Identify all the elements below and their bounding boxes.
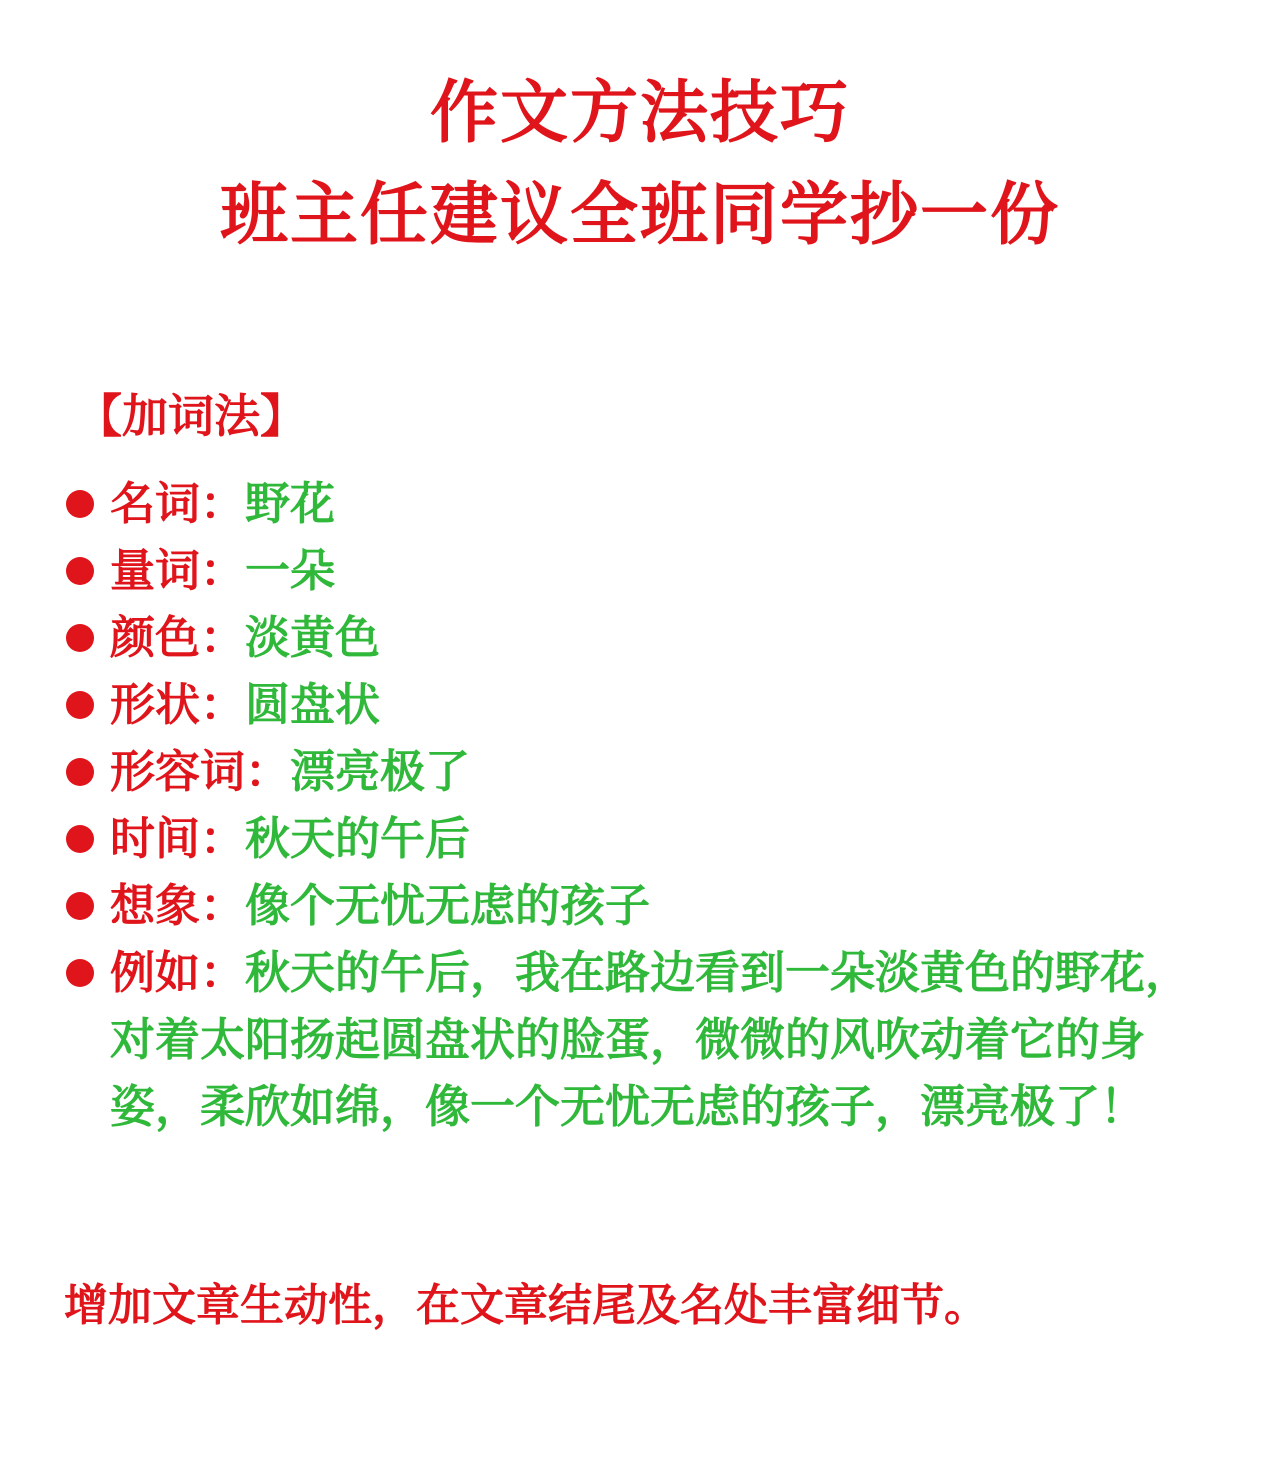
list-item-color	[64, 604, 1204, 671]
item-label: 量词：	[110, 544, 246, 597]
item-value: 秋天的午后	[245, 812, 471, 865]
bullet-dot-icon	[66, 691, 94, 719]
item-label: 颜色：	[110, 611, 246, 664]
bullet-dot-icon	[66, 490, 94, 518]
list-item-imagination	[64, 872, 1204, 939]
item-label: 形状：	[110, 678, 246, 731]
word-method-list	[64, 470, 1204, 1140]
item-value: 野花	[245, 477, 336, 530]
item-label: 形容词：	[110, 745, 291, 798]
item-label: 时间：	[110, 812, 246, 865]
list-item-measure-word	[64, 537, 1204, 604]
list-item-noun	[64, 470, 1204, 537]
footer-note: 增加文章生动性，在文章结尾及名处丰富细节。	[64, 1280, 988, 1331]
section-heading: 【加词法】	[76, 389, 306, 443]
item-label: 名词：	[110, 477, 246, 530]
item-label: 例如：	[110, 946, 246, 999]
bullet-dot-icon	[66, 892, 94, 920]
item-value: 漂亮极了	[290, 745, 471, 798]
list-item-adjective	[64, 738, 1204, 805]
example-paragraph: 秋天的午后，我在路边看到一朵淡黄色的野花，对着太阳扬起圆盘状的脸蛋，微微的风吹动着它的身姿，柔欣如绵，像一个无忧无虑的孩子，漂亮极了！	[110, 946, 1191, 1133]
item-value: 一朵	[245, 544, 336, 597]
bullet-dot-icon	[66, 825, 94, 853]
bullet-dot-icon	[66, 959, 94, 987]
page-title: 作文方法技巧	[429, 74, 850, 153]
bullet-dot-icon	[66, 624, 94, 652]
list-item-example	[64, 939, 1204, 1140]
list-item-shape	[64, 671, 1204, 738]
page-subtitle: 班主任建议全班同学抄一份	[219, 176, 1060, 255]
item-label: 想象：	[110, 879, 246, 932]
item-value: 淡黄色	[245, 611, 381, 664]
item-value: 像个无忧无虑的孩子	[245, 879, 651, 932]
list-item-time	[64, 805, 1204, 872]
bullet-dot-icon	[66, 758, 94, 786]
bullet-dot-icon	[66, 557, 94, 585]
item-value: 圆盘状	[245, 678, 381, 731]
